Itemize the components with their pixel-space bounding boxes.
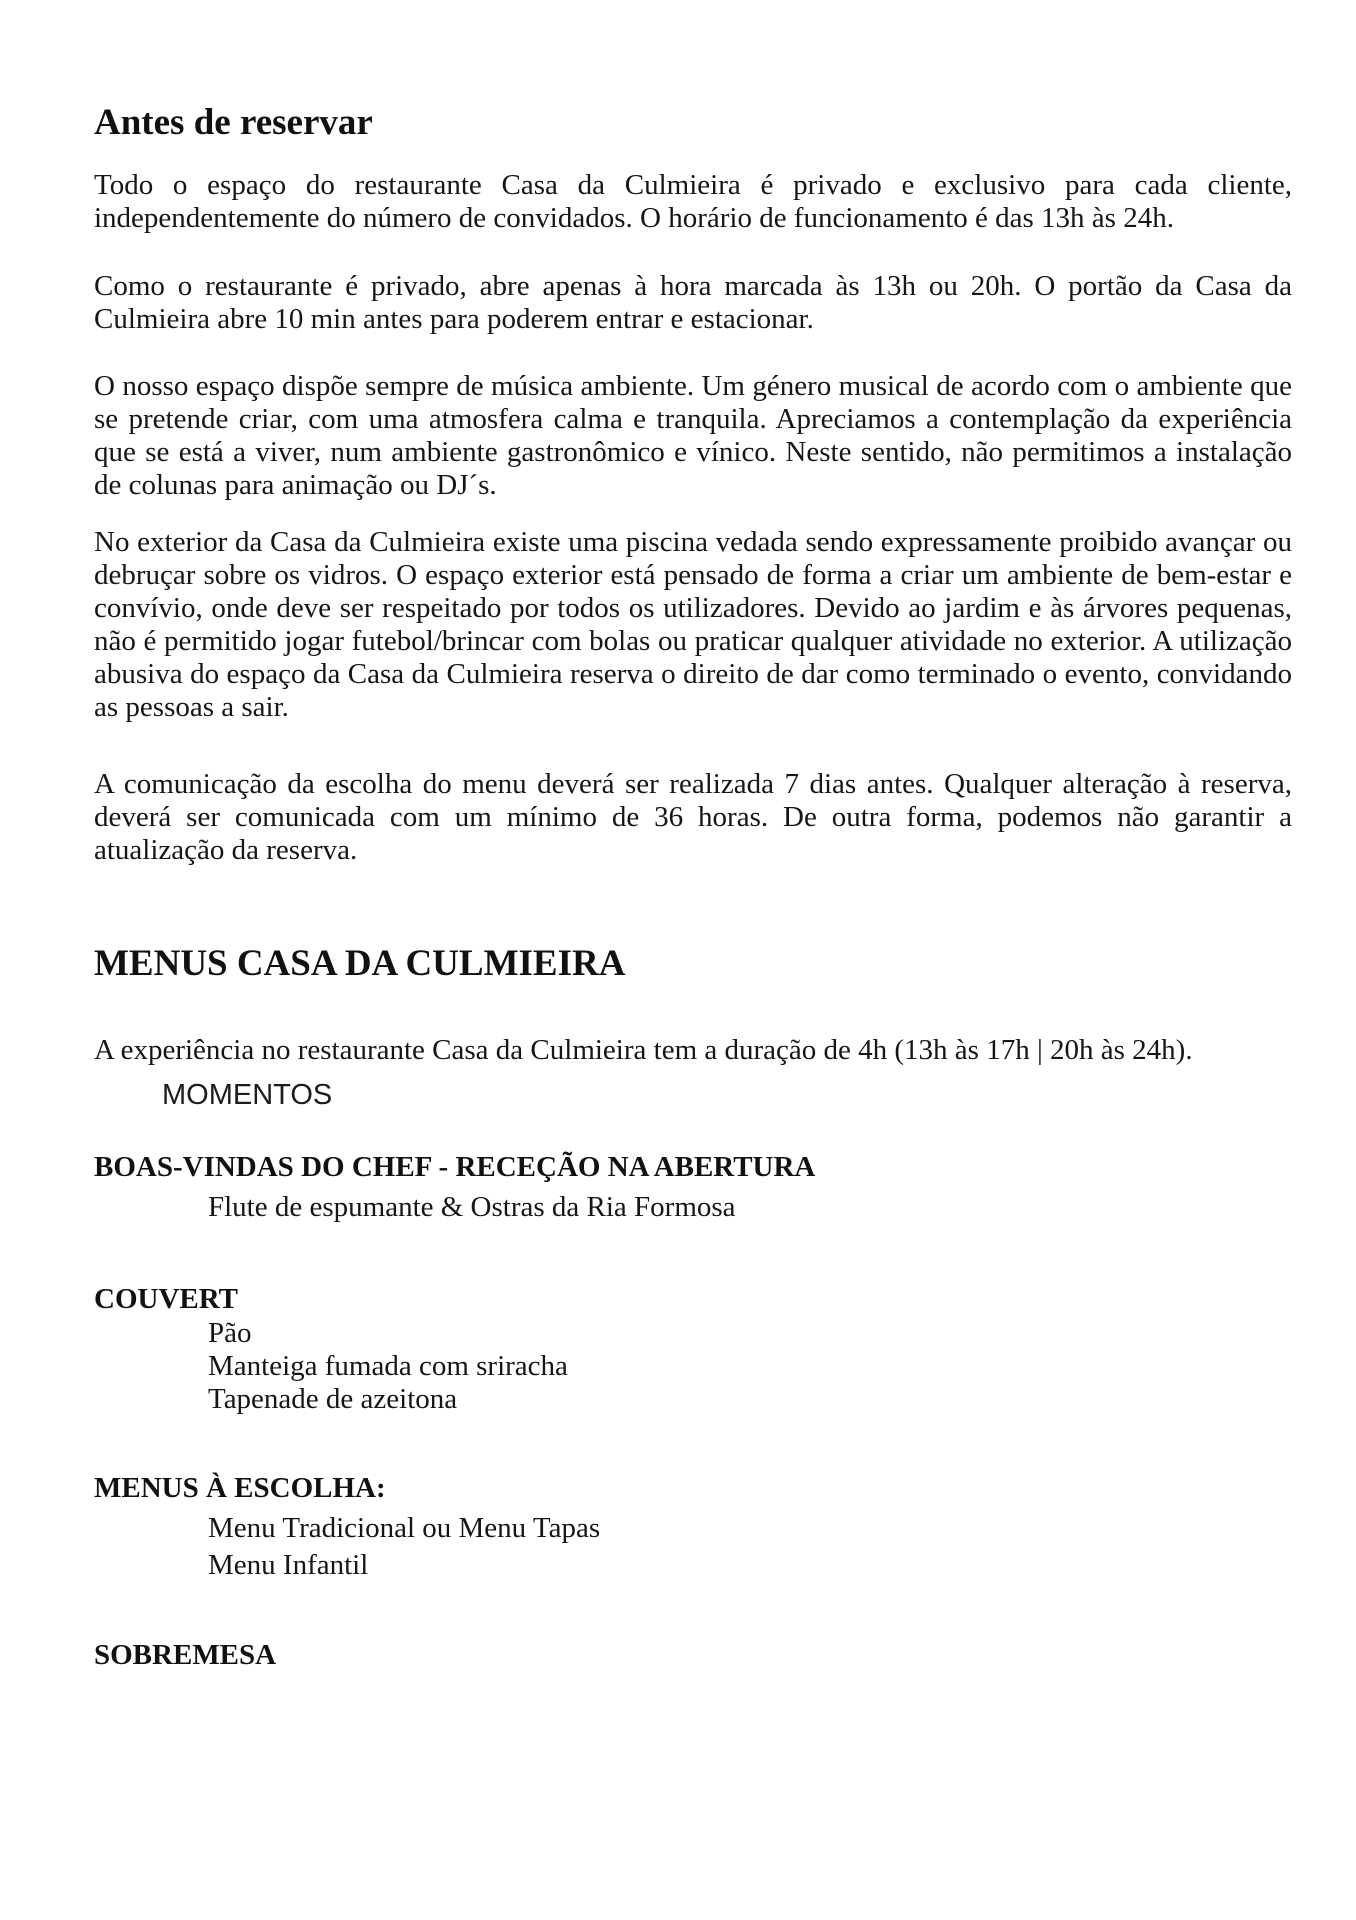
heading-antes-de-reservar: Antes de reservar (94, 102, 373, 143)
menu-section-title-sobremesa: SOBREMESA (94, 1639, 277, 1671)
menu-item-pao: Pão (208, 1317, 252, 1349)
paragraph-duracao-experiencia: A experiência no restaurante Casa da Culmieira tem a duração de 4h (13h às 17h | 20h às 24h). (94, 1034, 1193, 1066)
momentos-label: MOMENTOS (162, 1079, 333, 1111)
paragraph-hora-marcada: Como o restaurante é privado, abre apenas à hora marcada às 13h ou 20h. O portão da Casa da Culmieira abre 10 min antes para poderem entrar e estacionar. (94, 270, 1292, 335)
menu-item-manteiga-fumada: Manteiga fumada com sriracha (208, 1350, 568, 1382)
menu-item-menu-infantil: Menu Infantil (208, 1549, 369, 1581)
menu-section-title-couvert: COUVERT (94, 1283, 238, 1315)
menu-section-title-boas-vindas: BOAS-VINDAS DO CHEF - RECEÇÃO NA ABERTURA (94, 1151, 816, 1183)
menu-item-flute-espumante: Flute de espumante & Ostras da Ria Formosa (208, 1191, 736, 1223)
paragraph-espaco-privado: Todo o espaço do restaurante Casa da Culmieira é privado e exclusivo para cada cliente, independentemente do número de convidados. O horário de funcionamento é das 13h às 24h. (94, 169, 1292, 234)
menu-item-tapenade-azeitona: Tapenade de azeitona (208, 1383, 458, 1415)
menu-item-menu-tradicional-ou-tapas: Menu Tradicional ou Menu Tapas (208, 1512, 601, 1544)
heading-menus-casa-da-culmieira: MENUS CASA DA CULMIEIRA (94, 943, 626, 984)
paragraph-piscina-exterior: No exterior da Casa da Culmieira existe uma piscina vedada sendo expressamente proibido avançar ou debruçar sobre os vidros. O espaço exterior está pensado de forma a criar um ambiente de bem-estar e convívio, onde deve ser respeitado por todos os utilizadores. Devido ao jardim e às árvores pequenas, não é permitido jogar futebol/brincar com bolas ou praticar qualquer atividade no exterior. A utilização abusiva do espaço da Casa da Culmieira reserva o direito de dar como terminado o evento, convidando as pessoas a sair. (94, 526, 1292, 723)
menu-section-title-menus-a-escolha: MENUS À ESCOLHA: (94, 1472, 386, 1504)
paragraph-musica-ambiente: O nosso espaço dispõe sempre de música ambiente. Um género musical de acordo com o ambiente que se pretende criar, com uma atmosfera calma e tranquila. Apreciamos a contemplação da experiência que se está a viver, num ambiente gastronômico e vínico. Neste sentido, não permitimos a instalação de colunas para animação ou DJ´s. (94, 370, 1292, 501)
paragraph-comunicacao-menu: A comunicação da escolha do menu deverá ser realizada 7 dias antes. Qualquer alteração à reserva, deverá ser comunicada com um mínimo de 36 horas. De outra forma, podemos não garantir a atualização da reserva. (94, 768, 1292, 866)
